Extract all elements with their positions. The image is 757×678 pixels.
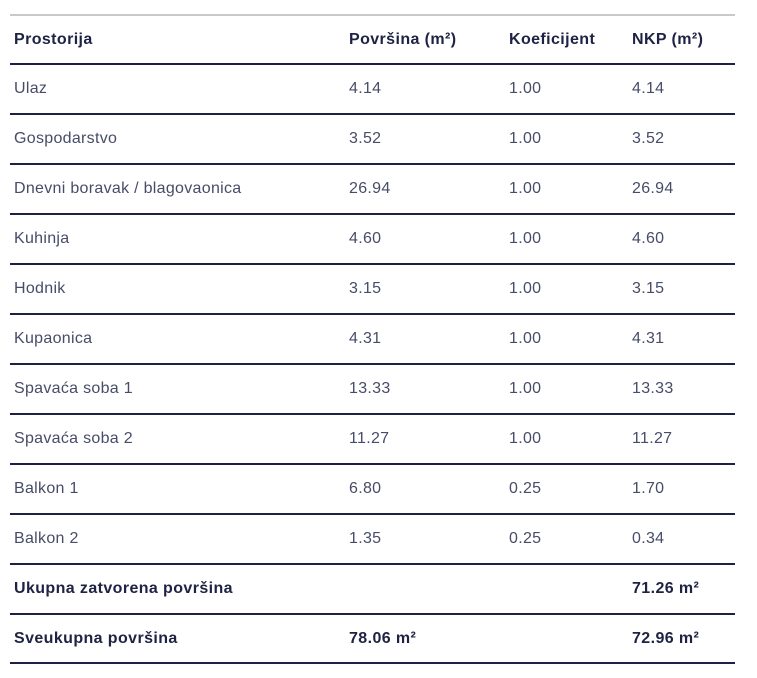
koeficijent-cell: 1.00 xyxy=(509,330,542,347)
column-header-povrsina: Površina (m²) xyxy=(349,30,457,48)
room-name-cell: Spavaća soba 1 xyxy=(14,380,133,397)
room-name-cell: Hodnik xyxy=(14,280,66,297)
total-row-overall-area xyxy=(10,615,735,664)
room-name-cell: Spavaća soba 2 xyxy=(14,430,133,447)
table-row xyxy=(10,465,735,515)
room-name-cell: Ulaz xyxy=(14,80,48,97)
nkp-cell: 1.70 xyxy=(632,480,665,497)
koeficijent-cell: 1.00 xyxy=(509,80,542,97)
nkp-cell: 4.31 xyxy=(632,330,665,347)
table-row xyxy=(10,415,735,465)
povrsina-cell: 3.52 xyxy=(349,130,382,147)
povrsina-cell: 4.60 xyxy=(349,230,382,247)
nkp-cell: 3.52 xyxy=(632,130,665,147)
povrsina-cell: 4.31 xyxy=(349,330,382,347)
table-row xyxy=(10,165,735,215)
koeficijent-cell: 1.00 xyxy=(509,280,542,297)
table-row xyxy=(10,65,735,115)
room-name-cell: Dnevni boravak / blagovaonica xyxy=(14,180,242,197)
table-row xyxy=(10,215,735,265)
table-row xyxy=(10,115,735,165)
nkp-cell: 72.96 m² xyxy=(632,629,700,647)
povrsina-cell: 1.35 xyxy=(349,530,382,547)
table-header-row xyxy=(10,16,735,65)
table-row xyxy=(10,315,735,365)
koeficijent-cell: 0.25 xyxy=(509,480,542,497)
koeficijent-cell: 1.00 xyxy=(509,430,542,447)
table-row xyxy=(10,515,735,565)
room-name-cell: Kupaonica xyxy=(14,330,93,347)
nkp-cell: 13.33 xyxy=(632,380,674,397)
total-row-enclosed-area xyxy=(10,565,735,615)
koeficijent-cell: 1.00 xyxy=(509,130,542,147)
povrsina-cell: 3.15 xyxy=(349,280,382,297)
room-name-cell: Gospodarstvo xyxy=(14,130,118,147)
column-header-nkp: NKP (m²) xyxy=(632,30,704,48)
povrsina-cell: 78.06 m² xyxy=(349,629,417,647)
nkp-cell: 3.15 xyxy=(632,280,665,297)
nkp-cell: 71.26 m² xyxy=(632,580,700,597)
column-header-koeficijent: Koeficijent xyxy=(509,30,596,48)
column-header-prostorija: Prostorija xyxy=(14,30,93,48)
povrsina-cell: 13.33 xyxy=(349,380,391,397)
room-area-table xyxy=(10,14,735,664)
nkp-cell: 4.14 xyxy=(632,80,665,97)
table-row xyxy=(10,365,735,415)
total-label: Sveukupna površina xyxy=(14,629,178,647)
table-row xyxy=(10,265,735,315)
total-label: Ukupna zatvorena površina xyxy=(14,580,233,597)
room-name-cell: Kuhinja xyxy=(14,230,70,247)
koeficijent-cell: 0.25 xyxy=(509,530,542,547)
nkp-cell: 26.94 xyxy=(632,180,674,197)
koeficijent-cell: 1.00 xyxy=(509,230,542,247)
nkp-cell: 4.60 xyxy=(632,230,665,247)
nkp-cell: 11.27 xyxy=(632,430,673,447)
nkp-cell: 0.34 xyxy=(632,530,665,547)
povrsina-cell: 26.94 xyxy=(349,180,391,197)
povrsina-cell: 4.14 xyxy=(349,80,382,97)
povrsina-cell: 11.27 xyxy=(349,430,390,447)
povrsina-cell: 6.80 xyxy=(349,480,382,497)
room-name-cell: Balkon 1 xyxy=(14,480,79,497)
koeficijent-cell: 1.00 xyxy=(509,380,542,397)
room-name-cell: Balkon 2 xyxy=(14,530,79,547)
koeficijent-cell: 1.00 xyxy=(509,180,542,197)
